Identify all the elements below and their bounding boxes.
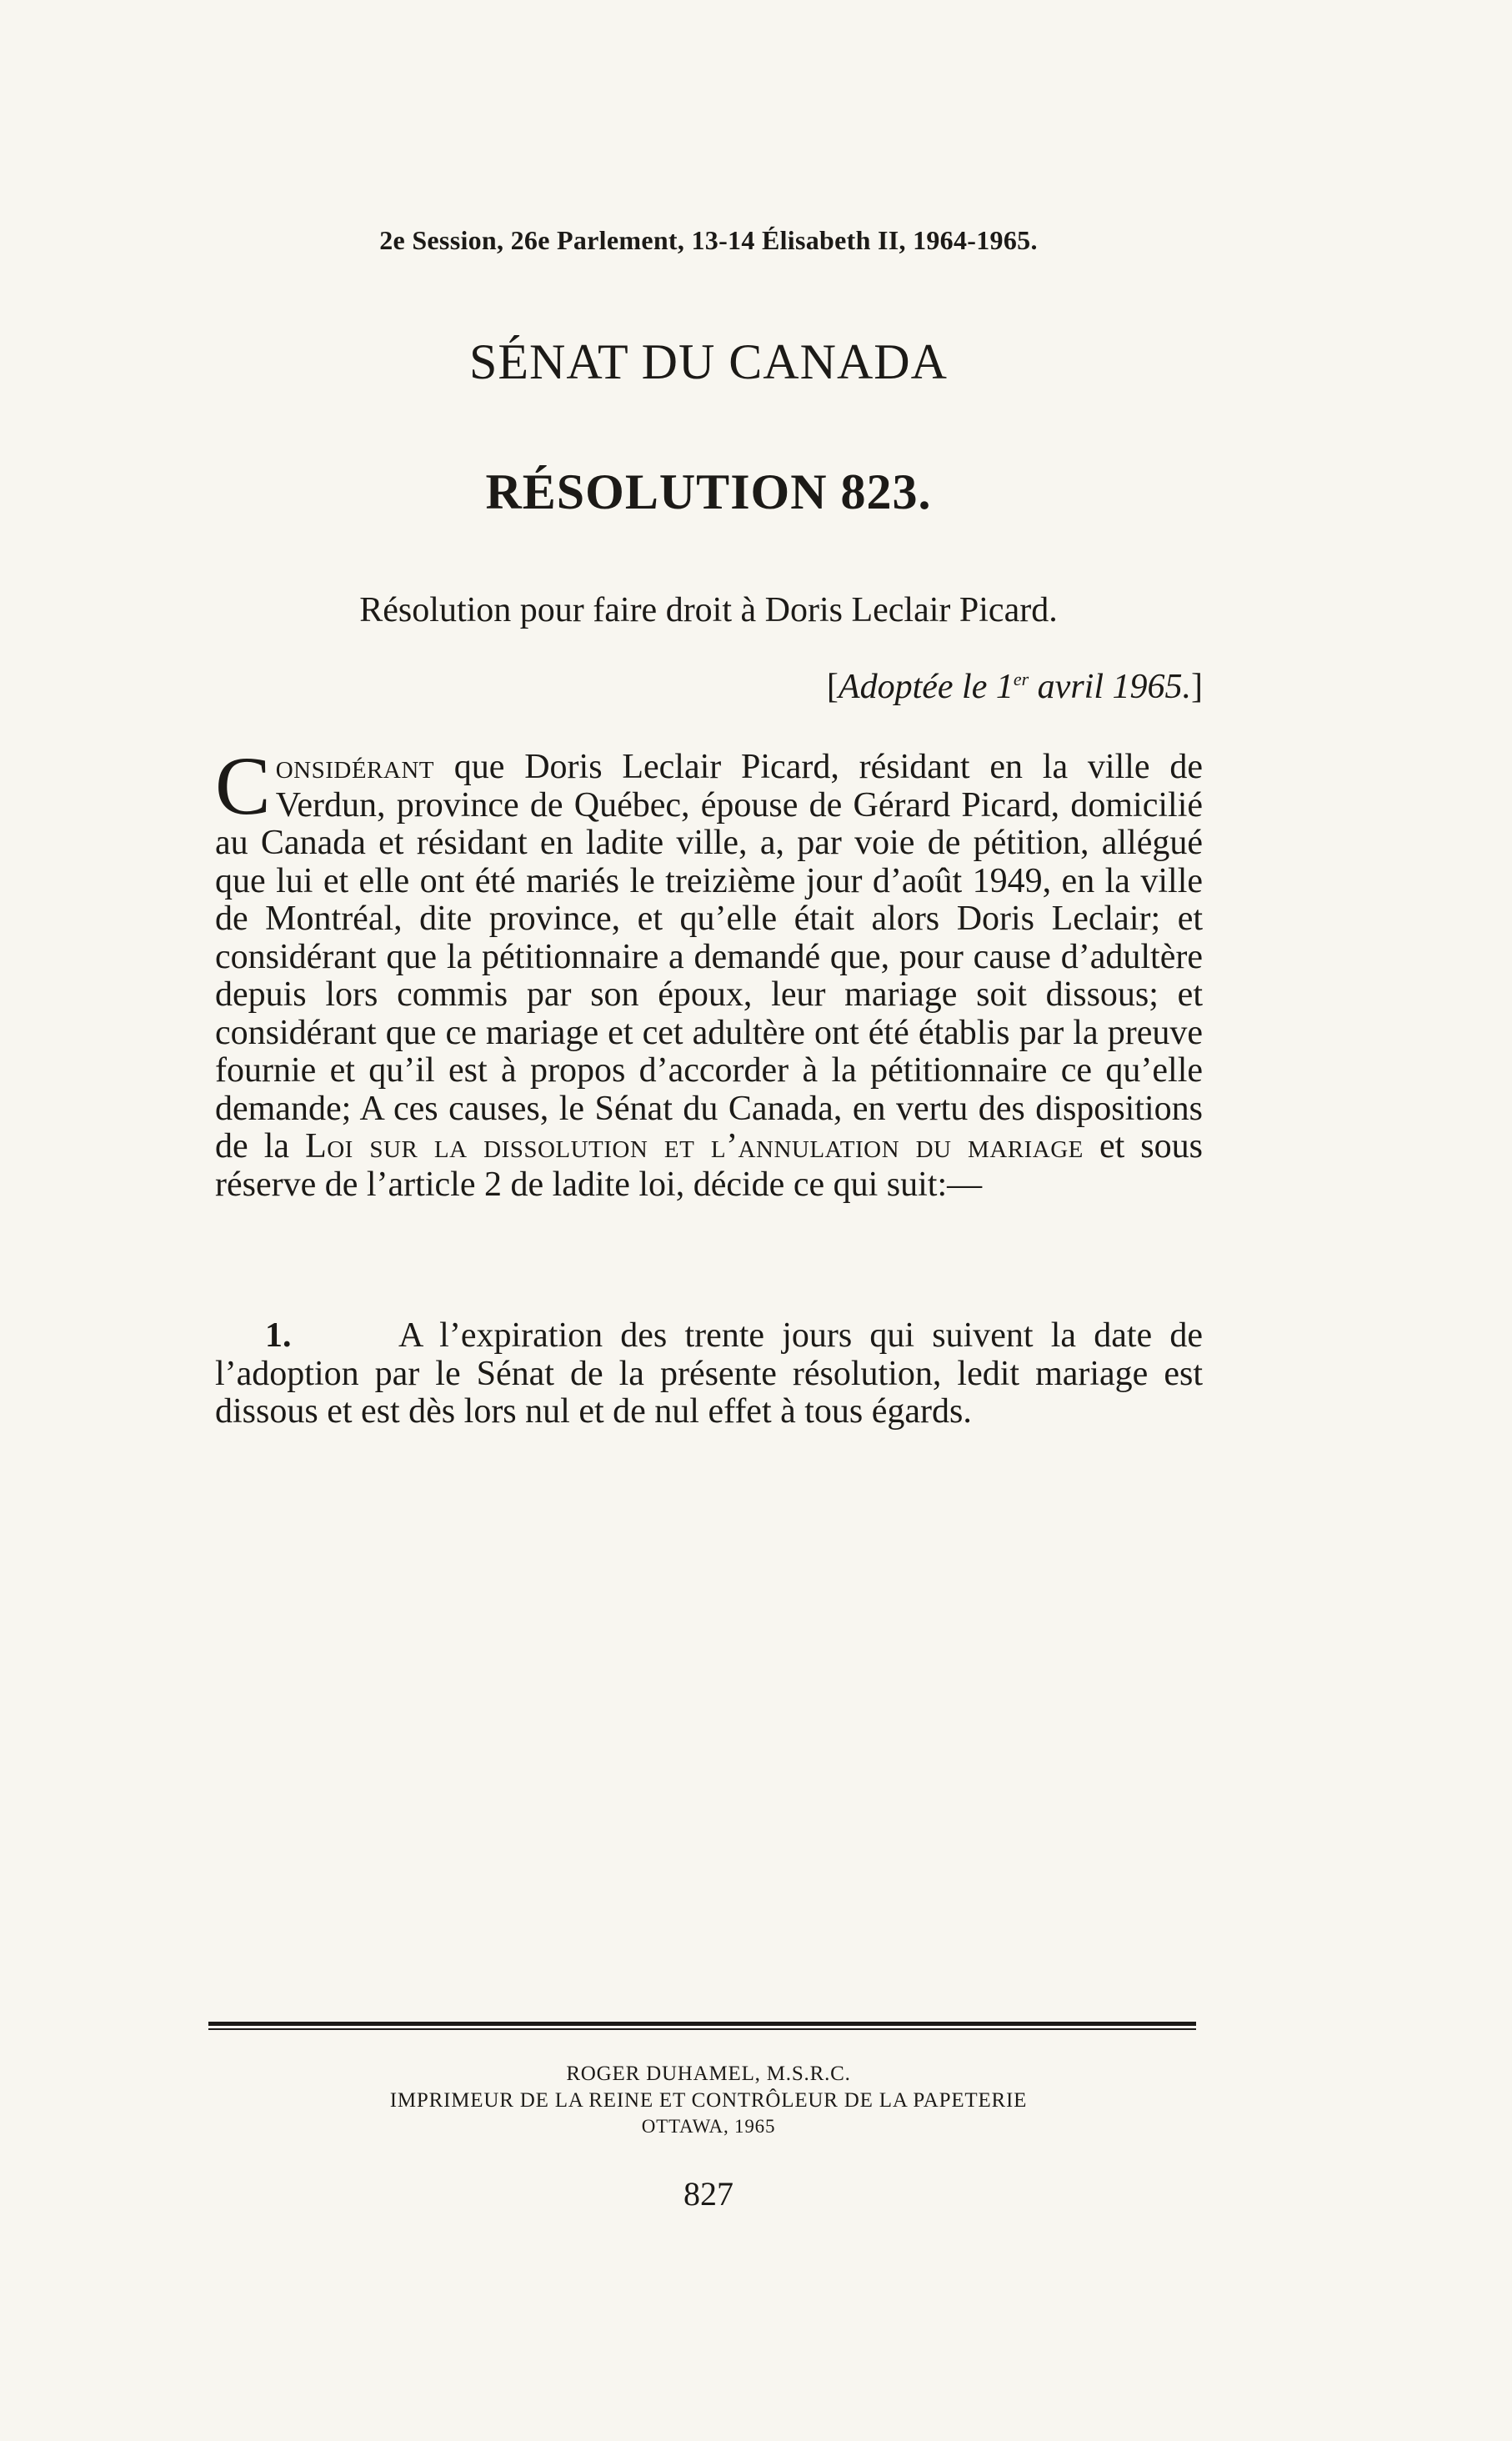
printer-place: OTTAWA, 1965 (641, 2116, 776, 2137)
resolution-title: RÉSOLUTION 823. (485, 464, 932, 519)
footer-rule-thick (208, 2022, 1196, 2026)
printer-name: ROGER DUHAMEL, M.S.R.C. (566, 2063, 851, 2085)
law-name: Loi sur la dissolution et l’annulation du mariage (305, 1127, 1084, 1165)
preamble-opening-word: onsidérant (275, 748, 434, 786)
page-number: 827 (683, 2175, 733, 2213)
article-1 (215, 1317, 1203, 1431)
printer-role: IMPRIMEUR DE LA REINE ET CONTRÔLEUR DE LA PAPETERIE (389, 2089, 1028, 2112)
article-number: 1. (265, 1316, 292, 1355)
preamble-paragraph (215, 739, 1203, 1204)
adoption-open-bracket: [ (826, 668, 839, 706)
resolution-subtitle: Résolution pour faire droit à Doris Leclair Picard. (359, 591, 1058, 629)
dropcap-letter: C (215, 739, 271, 832)
article-text: A l’expiration des trente jours qui suivent la date de l’adoption par le Sénat de la présente résolution, ledit mariage est dissous et est dès lors nul et de nul effet à tous égards. (215, 1316, 1203, 1431)
preamble-text-part-1: que Doris Leclair Picard, résidant en la ville de Verdun, province de Québec, épouse de Gérard Picard, domicilié au Canada et résidant en ladite ville, a, par voie de pétition, allégué que lui et elle ont été mariés le treizième jour d’août 1949, en la ville de Montréal, dite province, et qu’elle était alors Doris Leclair; et considérant que la pétitionnaire a demandé que, pour cause d’adultère depuis lors commis par son époux, leur mariage soit dissous; et considérant que ce mariage et cet adultère ont été établis par la preuve fournie et qu’il est à propos d’accorder à la pétitionnaire ce qu’elle demande; A ces causes, le Sénat du Canada, en vertu des dispositions de la (215, 748, 1203, 1165)
adoption-date (0, 667, 1203, 707)
adoption-close-bracket: ] (1191, 668, 1203, 706)
preamble-text-part-2: et sous réserve de l’article 2 de ladite loi, décide ce qui suit:— (215, 1127, 1203, 1204)
adoption-superscript: er (1013, 669, 1029, 689)
senate-title: SÉNAT DU CANADA (469, 334, 948, 389)
adoption-suffix: avril 1965. (1029, 668, 1191, 706)
footer-rule-thin (208, 2028, 1196, 2030)
session-header: 2e Session, 26e Parlement, 13-14 Élisabeth II, 1964-1965. (379, 225, 1038, 255)
adoption-prefix: Adoptée le 1 (838, 668, 1014, 706)
